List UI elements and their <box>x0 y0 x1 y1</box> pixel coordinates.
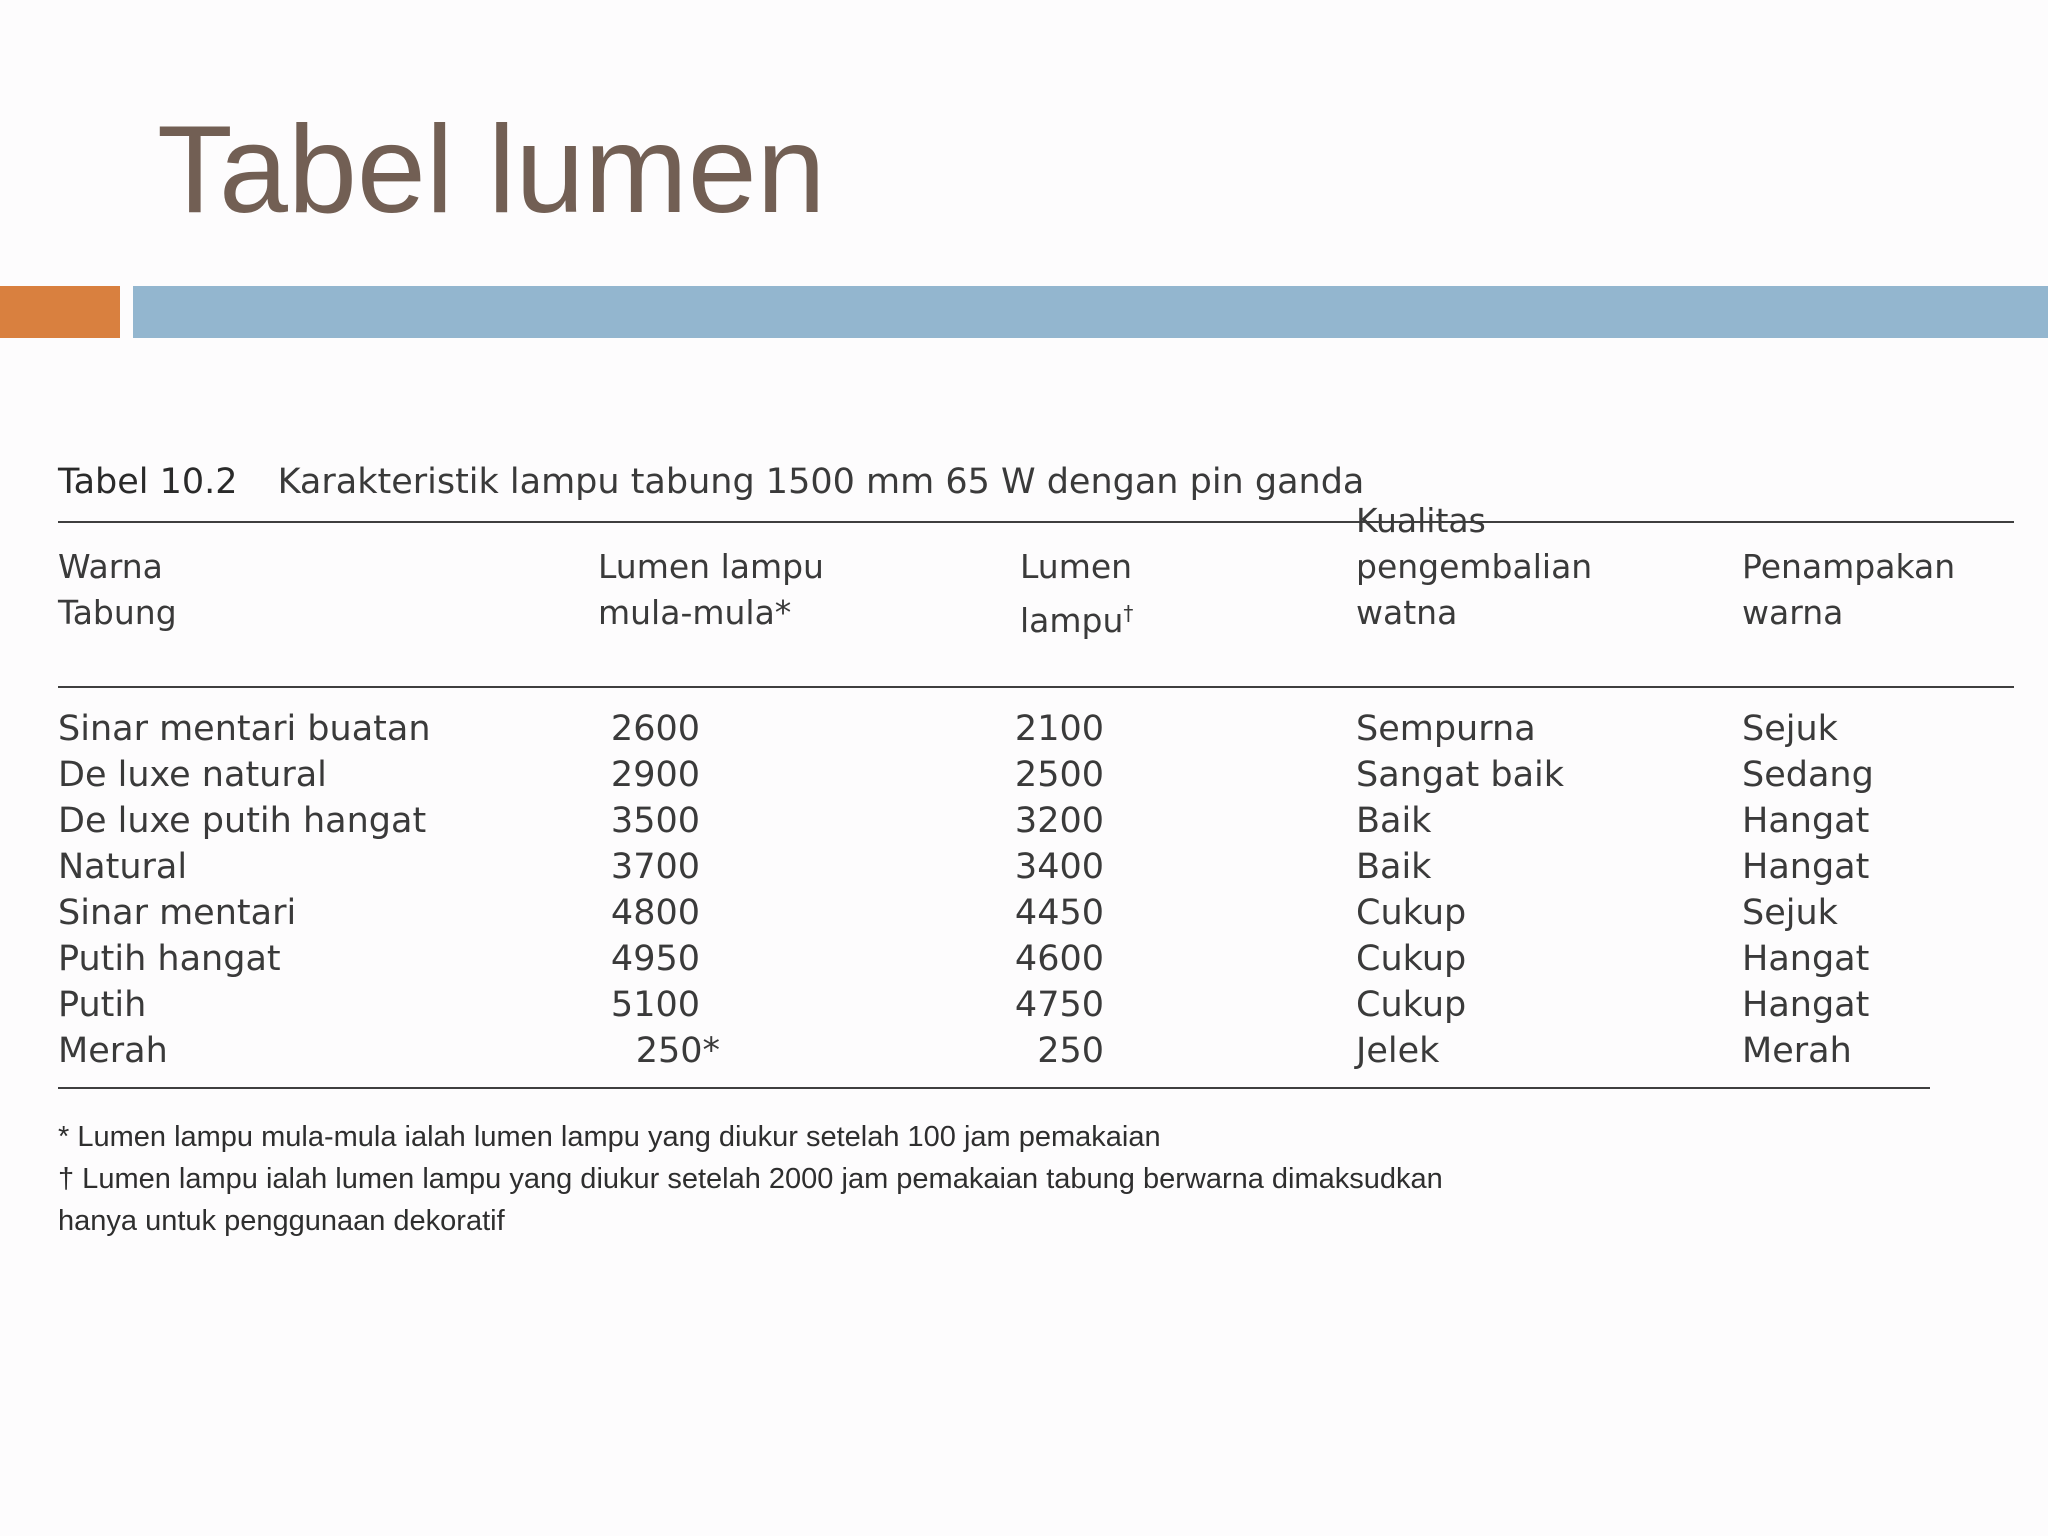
header-kualitas <box>1356 498 1592 636</box>
table-row <box>0 936 2048 982</box>
cell-warna: Putih hangat <box>58 939 281 979</box>
header-warna-tabung <box>58 544 177 636</box>
cell-kualitas: Cukup <box>1356 985 1467 1025</box>
cell-warna: Natural <box>58 847 188 887</box>
header-line: watna <box>1356 593 1458 632</box>
header-line <box>1020 590 1133 644</box>
footnote-dagger: † Lumen lampu ialah lumen lampu yang diukur setelah 2000 jam pemakaian tabung berwarna dimaksudkan <box>58 1163 1443 1195</box>
table-row <box>0 798 2048 844</box>
cell-lumen: 2500 <box>1014 755 1104 795</box>
header-penampakan <box>1742 544 1955 636</box>
accent-bar-orange <box>0 286 120 338</box>
cell-warna: Merah <box>58 1031 168 1071</box>
cell-penampakan: Sejuk <box>1742 709 1838 749</box>
header-line: pengembalian <box>1356 547 1593 586</box>
table-rule-header <box>58 686 2014 688</box>
header-line: Lumen lampu <box>598 547 824 586</box>
table-row <box>0 752 2048 798</box>
header-line: Tabung <box>58 593 177 632</box>
cell-kualitas: Cukup <box>1356 893 1467 933</box>
cell-mula: 2900 <box>610 755 700 795</box>
cell-mula: 250* <box>635 1031 720 1071</box>
cell-warna: De luxe natural <box>58 755 327 795</box>
cell-mula: 2600 <box>610 709 700 749</box>
header-line: mula-mula* <box>598 593 792 632</box>
header-line: Penampakan <box>1742 547 1956 586</box>
cell-penampakan: Merah <box>1742 1031 1852 1071</box>
cell-lumen: 3400 <box>1014 847 1104 887</box>
cell-mula: 3500 <box>610 801 700 841</box>
footnote-continuation: hanya untuk penggunaan dekoratif <box>58 1205 505 1237</box>
table-rule-top <box>58 521 2014 523</box>
header-lumen-lampu <box>1020 544 1133 644</box>
cell-penampakan: Sedang <box>1742 755 1874 795</box>
cell-kualitas: Jelek <box>1356 1031 1440 1071</box>
accent-bar-blue <box>133 286 2048 338</box>
footnote-asterisk: * Lumen lampu mula-mula ialah lumen lampu yang diukur setelah 100 jam pemakaian <box>58 1121 1161 1153</box>
slide-title: Tabel lumen <box>157 101 826 239</box>
cell-warna: De luxe putih hangat <box>58 801 427 841</box>
table-caption-text: Karakteristik lampu tabung 1500 mm 65 W dengan pin ganda <box>277 462 1365 502</box>
lumen-table <box>0 440 2048 1280</box>
cell-mula: 4950 <box>610 939 700 979</box>
cell-warna: Putih <box>58 985 147 1025</box>
cell-mula: 3700 <box>610 847 700 887</box>
cell-lumen: 4450 <box>1014 893 1104 933</box>
cell-lumen: 3200 <box>1014 801 1104 841</box>
table-row <box>0 890 2048 936</box>
table-caption-label: Tabel 10.2 <box>58 462 238 502</box>
cell-warna: Sinar mentari <box>58 893 297 933</box>
cell-lumen: 4750 <box>1014 985 1104 1025</box>
cell-warna: Sinar mentari buatan <box>58 709 431 749</box>
cell-penampakan: Hangat <box>1742 847 1870 887</box>
cell-kualitas: Baik <box>1356 847 1432 887</box>
dagger-mark: † <box>1123 601 1134 625</box>
cell-lumen: 4600 <box>1014 939 1104 979</box>
header-line: Warna <box>58 547 163 586</box>
cell-kualitas: Cukup <box>1356 939 1467 979</box>
cell-penampakan: Hangat <box>1742 985 1870 1025</box>
table-row <box>0 706 2048 752</box>
cell-penampakan: Hangat <box>1742 801 1870 841</box>
table-caption <box>58 462 1364 502</box>
header-word: lampu <box>1020 601 1124 640</box>
header-lumen-mula <box>598 544 824 636</box>
cell-lumen: 2100 <box>1014 709 1104 749</box>
table-row <box>0 982 2048 1028</box>
table-rule-bottom <box>58 1087 1930 1089</box>
cell-mula: 4800 <box>610 893 700 933</box>
cell-kualitas: Baik <box>1356 801 1432 841</box>
header-line: warna <box>1742 593 1844 632</box>
cell-kualitas: Sangat baik <box>1356 755 1565 795</box>
table-row <box>0 1028 2048 1074</box>
cell-kualitas: Sempurna <box>1356 709 1536 749</box>
header-line: Lumen <box>1020 547 1133 586</box>
cell-lumen: 250 <box>1037 1031 1104 1071</box>
cell-penampakan: Hangat <box>1742 939 1870 979</box>
cell-mula: 5100 <box>610 985 700 1025</box>
table-row <box>0 844 2048 890</box>
cell-penampakan: Sejuk <box>1742 893 1838 933</box>
header-line: Kualitas <box>1356 501 1486 540</box>
